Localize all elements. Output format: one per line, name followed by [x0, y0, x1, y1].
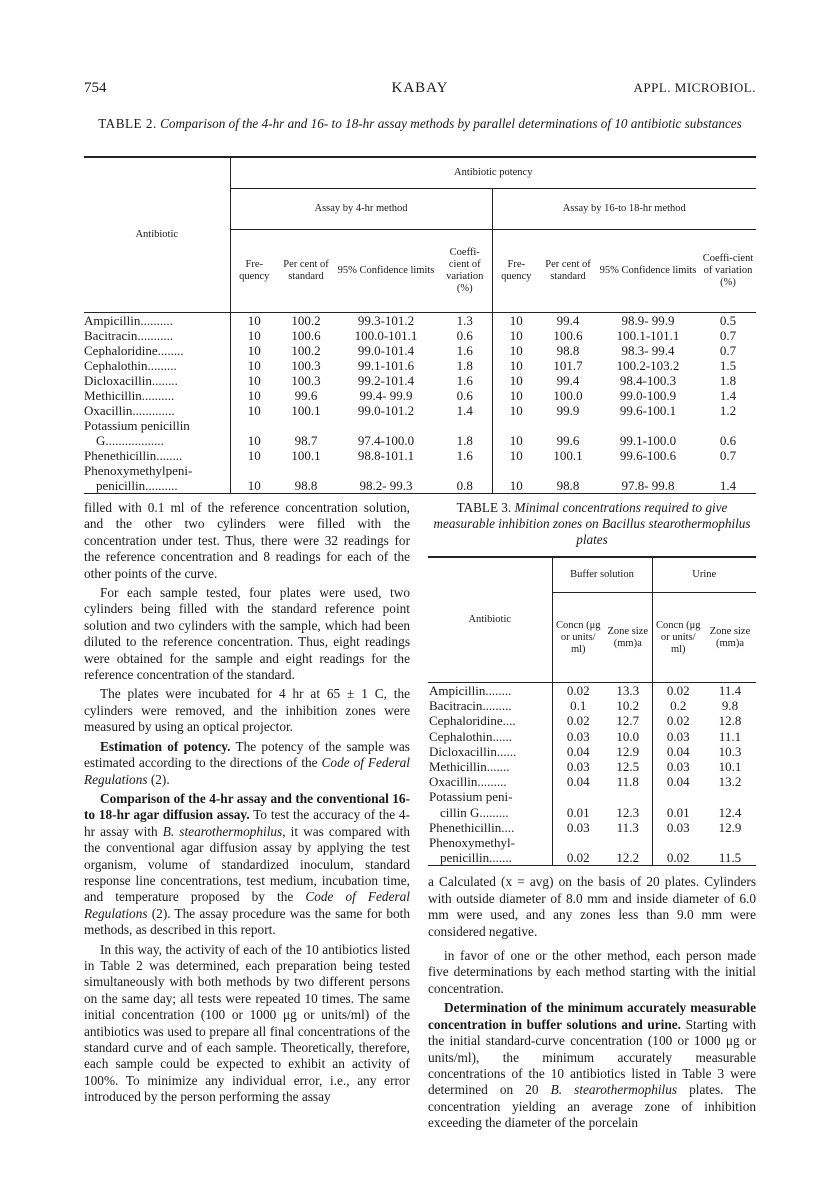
table-row [428, 774, 756, 789]
table-cell: 12.2 [616, 850, 640, 866]
table-row [428, 713, 756, 728]
table-cell: 0.02 [652, 850, 704, 866]
table-cell: 98.4-100.3 [619, 373, 677, 388]
table-row [84, 373, 756, 388]
table-cell: 98.8 [294, 478, 318, 493]
table-cell: 99.0-101.2 [357, 403, 415, 418]
table-cell: 1.6 [456, 373, 473, 388]
table-cell: 12.4 [718, 804, 742, 820]
table2-group-4hr: Assay by 4-hr method [230, 189, 492, 230]
table3-sub-concn: Concn (μg or units/ ml) [552, 593, 604, 683]
table-cell: 10 [492, 478, 540, 494]
table-cell: 99.9 [556, 403, 580, 418]
table-row [84, 328, 756, 343]
table-cell: 12.9 [718, 819, 742, 835]
table-cell: 10 [492, 358, 540, 373]
table2-sub-cv: Coeffi-cient of variation (%) [700, 230, 756, 313]
table-cell: 0.03 [652, 820, 704, 835]
table2-caption [84, 116, 756, 132]
table-cell: 10 [492, 388, 540, 403]
antibiotic-name: penicillin....... [440, 850, 512, 866]
paragraph: Comparison of the 4-hr assay and the conventional 16- to 18-hr agar diffusion assay. To test the accuracy of the 4-hr assay with B. stearothermophilus, it was compared with the conventional agar diffusion assay by applying the test organism, volume of standardized inoculum, standard response line concentrations, test medium, incubation time, and temperature proposed by the Code of Federal Regulations (2). The assay procedure was the same for both methods, as described in this report. [84, 790, 411, 938]
table-cell: 0.02 [652, 713, 704, 728]
section-heading: Estimation of potency. [100, 738, 231, 754]
table-cell: 100.6 [291, 328, 321, 343]
antibiotic-name: cillin G......... [440, 804, 509, 820]
table-cell: 100.2 [291, 343, 321, 358]
table-cell: 99.6 [294, 388, 318, 403]
table-cell: 100.2-103.2 [616, 358, 680, 373]
antibiotic-name: penicillin.......... [96, 478, 178, 493]
table-cell: 100.0-101.1 [354, 328, 418, 343]
table-cell: 99.6 [556, 433, 580, 448]
table-cell: 1.2 [719, 403, 737, 418]
table-row [84, 433, 756, 448]
table-row [84, 313, 756, 329]
table-cell: 10 [492, 433, 540, 448]
table2-sub-confidence: 95% Confidence limits [596, 230, 700, 313]
table-cell: 1.6 [456, 343, 473, 358]
table-cell: 99.1-101.6 [357, 358, 415, 373]
table-cell: 0.01 [552, 805, 604, 820]
antibiotic-name: Phenoxymethylpeni- [84, 463, 193, 478]
antibiotic-name: Ampicillin.......... [84, 313, 173, 328]
table-cell: 99.2-101.4 [357, 373, 415, 388]
table3-caption [428, 500, 756, 548]
table-cell: 99.4 [556, 313, 580, 328]
table-cell: 11.8 [616, 774, 639, 790]
table-cell: 10 [230, 328, 278, 343]
table-cell: 0.03 [552, 820, 604, 835]
table-cell: 0.01 [652, 805, 704, 820]
table-row [428, 698, 756, 713]
table-cell: 11.1 [718, 728, 742, 744]
table-cell: 10 [230, 373, 278, 388]
table-cell: 10 [230, 343, 278, 358]
table-cell: 100.1 [291, 403, 321, 418]
table-cell: 99.1-100.0 [619, 433, 677, 448]
table2-sub-percent: Per cent of standard [278, 230, 334, 313]
table-row [428, 789, 756, 804]
table-cell: 10 [230, 478, 278, 494]
table-cell: 12.7 [616, 713, 640, 729]
table-cell: 10 [492, 403, 540, 418]
table-cell: 13.3 [616, 683, 640, 698]
table-cell: 1.8 [456, 433, 473, 448]
table-cell: 98.8-101.1 [357, 448, 415, 463]
table-cell: 0.04 [552, 744, 604, 759]
table-cell: 101.7 [553, 358, 583, 373]
table-cell: 0.02 [552, 850, 604, 866]
table-cell: 98.8 [556, 478, 580, 493]
table-cell: 100.6 [553, 328, 583, 343]
table-cell: 0.03 [652, 759, 704, 774]
right-column [428, 500, 756, 1132]
table-cell: 10 [492, 448, 540, 463]
section-heading: Determination of the minimum accurately measurable concentration in buffer solutions and urine. [428, 1000, 756, 1032]
table-cell: 10 [230, 403, 278, 418]
antibiotic-name: Phenoxymethyl- [429, 835, 515, 851]
table-cell: 13.2 [718, 774, 742, 790]
table2 [84, 156, 756, 494]
table-row [84, 418, 756, 433]
table-row [84, 388, 756, 403]
table-cell: 99.0-100.9 [619, 388, 677, 403]
table-cell: 0.02 [652, 683, 704, 699]
table-cell: 10 [230, 448, 278, 463]
table3-footnote: a Calculated (x = avg) on the basis of 20 plates. Cylinders with outside diameter of 8.0 mm and inside diameter of 6.0 mm were used, and any zones less than 9.0 mm were considered negative. [428, 874, 756, 939]
antibiotic-name: Cephaloridine.... [429, 713, 516, 729]
table-cell: 1.8 [456, 358, 473, 373]
antibiotic-name: Bacitracin......... [429, 698, 512, 714]
table-cell: 0.03 [652, 729, 704, 744]
table3-id: TABLE 3. [456, 500, 512, 515]
table2-id: TABLE 2. [98, 116, 157, 131]
table-cell: 98.9- 99.9 [621, 313, 675, 328]
table-cell: 99.4- 99.9 [359, 388, 413, 403]
table-cell: 10 [230, 433, 278, 448]
table-cell: 99.3-101.2 [357, 313, 415, 328]
table-cell: 100.1 [553, 448, 583, 463]
page-number: 754 [84, 80, 107, 96]
antibiotic-name: Dicloxacillin...... [429, 743, 517, 759]
table-cell: 0.7 [719, 343, 737, 358]
table-cell: 10.1 [718, 759, 742, 775]
paragraph: Estimation of potency. The potency of the sample was estimated according to the directions of the Code of Federal Regulations (2). [84, 738, 410, 787]
table-row [428, 820, 756, 835]
antibiotic-name: Phenethicillin.... [429, 819, 515, 835]
table-cell: 98.7 [294, 433, 318, 448]
paragraph: For each sample tested, four plates were used, two cylinders being filled with the standard reference point solution and two cylinders with the sample, which had been diluted to the reference concentration. Thus, eight readings were obtained for the sample and eight readings for the reference concentration of the standard. [84, 585, 410, 683]
table-cell: 98.3- 99.4 [621, 343, 675, 358]
table-cell: 1.3 [456, 313, 473, 328]
table-cell: 0.2 [652, 698, 704, 713]
table-cell: 0.6 [456, 388, 473, 403]
table-cell: 10 [230, 388, 278, 403]
table-row [84, 448, 756, 463]
table-cell: 10 [230, 313, 278, 329]
antibiotic-name: G.................. [96, 433, 164, 448]
table2-col-potency: Antibiotic potency [230, 157, 756, 189]
paragraph: in favor of one or the other method, each person made five determinations by each method starting with the initial concentration. [428, 948, 756, 996]
table-row [428, 805, 756, 820]
antibiotic-name: Cephalothin...... [429, 728, 513, 744]
table-cell: 0.04 [552, 774, 604, 789]
table2-sub-percent: Per cent of standard [540, 230, 596, 313]
paragraph: filled with 0.1 ml of the reference concentration solution, and the other two cylinders were filled with the concentration under test. Thus, there were 32 readings for the reference concentration and 8 readings for each of the other points of the curve. [84, 500, 410, 581]
table-row [84, 343, 756, 358]
table3-group-buffer: Buffer solution [552, 557, 652, 593]
antibiotic-name: Oxacillin......... [429, 774, 507, 790]
table2-body [84, 313, 756, 494]
table-row [84, 463, 756, 478]
journal-name: APPL. MICROBIOL. [633, 80, 756, 95]
table-cell: 0.7 [719, 448, 737, 463]
table-row [428, 744, 756, 759]
table-cell: 10.2 [616, 698, 640, 714]
table-cell: 98.2- 99.3 [359, 478, 413, 493]
table-cell: 100.2 [291, 313, 321, 328]
table-row [428, 835, 756, 850]
antibiotic-name: Methicillin....... [429, 759, 510, 775]
table3-body [428, 683, 756, 866]
antibiotic-name: Methicillin.......... [84, 388, 175, 403]
table-cell: 12.8 [718, 713, 742, 729]
table-row [428, 759, 756, 774]
table-cell: 99.0-101.4 [357, 343, 415, 358]
table2-sub-frequency: Fre-quency [230, 230, 278, 313]
table-cell: 0.03 [552, 729, 604, 744]
table-cell: 100.3 [291, 358, 321, 373]
table-cell: 0.7 [719, 328, 737, 343]
antibiotic-name: Ampicillin........ [429, 683, 512, 698]
table-cell: 0.8 [456, 478, 473, 493]
table-cell: 0.02 [552, 683, 604, 699]
table2-group-16hr: Assay by 16-to 18-hr method [492, 189, 756, 230]
table-cell: 0.6 [719, 433, 737, 448]
table-row [84, 358, 756, 373]
table-cell: 10 [492, 328, 540, 343]
table-cell: 1.4 [456, 403, 473, 418]
table-cell: 0.5 [719, 313, 737, 328]
table-cell: 0.04 [652, 744, 704, 759]
table3-title: Minimal concentrations required to give measurable inhibition zones on Bacillus stearothermophilus plates [433, 500, 751, 547]
table-cell: 10 [492, 343, 540, 358]
left-column [84, 500, 410, 1106]
table2-title: Comparison of the 4-hr and 16- to 18-hr assay methods by parallel determinations of 10 antibiotic substances [160, 116, 742, 131]
table3-sub-zone: Zone size (mm)a [704, 593, 756, 683]
table-cell: 0.04 [652, 774, 704, 789]
table2-sub-frequency: Fre-quency [492, 230, 540, 313]
antibiotic-name: Bacitracin........... [84, 328, 174, 343]
table-cell: 100.3 [291, 373, 321, 388]
table2-sub-cv: Coeffi-cient of variation (%) [438, 230, 492, 313]
table-cell: 10 [492, 313, 540, 329]
paragraph: In this way, the activity of each of the 10 antibiotics listed in Table 2 was determined, each preparation being tested simultaneously with both methods by two different persons on the same day; all tests were repeated 10 times. The same initial concentration (100 or 1000 μg or units/ml) of the antibiotics was used to prepare all final concentrations of the standard curve and of each sample. Theoretically, therefore, each sample could be expected to exhibit an activity of 100%. To minimize any individual error, i.e., any error introduced by the person performing the assay [84, 941, 410, 1105]
table-cell: 1.4 [719, 388, 737, 403]
table-cell: 0.1 [552, 698, 604, 713]
table-cell: 10 [492, 373, 540, 388]
table-cell: 1.5 [719, 358, 737, 373]
table3-col-antibiotic: Antibiotic [428, 557, 552, 683]
table-row [428, 683, 756, 699]
table-cell: 1.4 [719, 478, 737, 493]
table-cell: 11.4 [718, 683, 742, 698]
paragraph: The plates were incubated for 4 hr at 65 ± 1 C, the cylinders were removed, and the inhibition zones were measured by using an optical projector. [84, 686, 410, 735]
table-row [84, 478, 756, 494]
table-cell: 10.3 [718, 743, 742, 759]
table3-sub-zone: Zone size (mm)a [604, 593, 652, 683]
table-cell: 97.8- 99.8 [621, 478, 675, 493]
table-row [84, 403, 756, 418]
table3-sub-concn: Concn (μg or units/ ml) [652, 593, 704, 683]
section-heading: Comparison of the 4-hr assay and the conventional 16- to 18-hr agar diffusion assay. [84, 790, 410, 823]
antibiotic-name: Oxacillin............. [84, 403, 175, 418]
table-row [428, 850, 756, 866]
running-author: KABAY [391, 80, 449, 96]
antibiotic-name: Phenethicillin........ [84, 448, 183, 463]
antibiotic-name: Dicloxacillin........ [84, 373, 178, 388]
table-cell: 99.4 [556, 373, 580, 388]
table-cell: 0.6 [456, 328, 473, 343]
table-cell: 12.9 [616, 743, 640, 759]
table-cell: 11.3 [616, 819, 639, 835]
table-cell: 10 [230, 358, 278, 373]
table-cell: 11.5 [718, 850, 742, 866]
table-cell: 0.03 [552, 759, 604, 774]
table-cell: 10.0 [616, 728, 640, 744]
page-header [84, 80, 756, 100]
paragraph: Determination of the minimum accurately measurable concentration in buffer solutions and urine. Starting with the initial standard-curve concentration (100 or 1000 μg or units/ml), the minimum accurately measurable concentrations of the 10 antibiotics listed in Table 3 were determined on 20 B. stearothermophilus plates. The concentration yielding an average zone of inhibition exceeding the diameter of the porcelain [428, 1000, 756, 1131]
table3-group-urine: Urine [652, 557, 756, 593]
table-row [428, 729, 756, 744]
table-cell: 1.8 [719, 373, 737, 388]
table3 [428, 556, 756, 866]
table2-col-antibiotic: Antibiotic [84, 157, 230, 313]
table-cell: 100.0 [553, 388, 583, 403]
table-cell: 99.6-100.1 [619, 403, 677, 418]
table2-sub-confidence: 95% Confidence limits [334, 230, 438, 313]
table-cell: 12.5 [616, 759, 640, 775]
antibiotic-name: Potassium peni- [429, 789, 513, 805]
table-cell: 98.8 [556, 343, 580, 358]
table-cell: 12.3 [616, 804, 640, 820]
table-cell: 0.02 [552, 713, 604, 728]
table-cell: 99.6-100.6 [619, 448, 677, 463]
antibiotic-name: Cephalothin......... [84, 358, 177, 373]
antibiotic-name: Potassium penicillin [84, 418, 190, 433]
table-cell: 1.6 [456, 448, 473, 463]
table-cell: 97.4-100.0 [357, 433, 415, 448]
antibiotic-name: Cephaloridine........ [84, 343, 184, 358]
table-cell: 100.1-101.1 [616, 328, 680, 343]
table-cell: 9.8 [721, 698, 739, 714]
table-cell: 100.1 [291, 448, 321, 463]
